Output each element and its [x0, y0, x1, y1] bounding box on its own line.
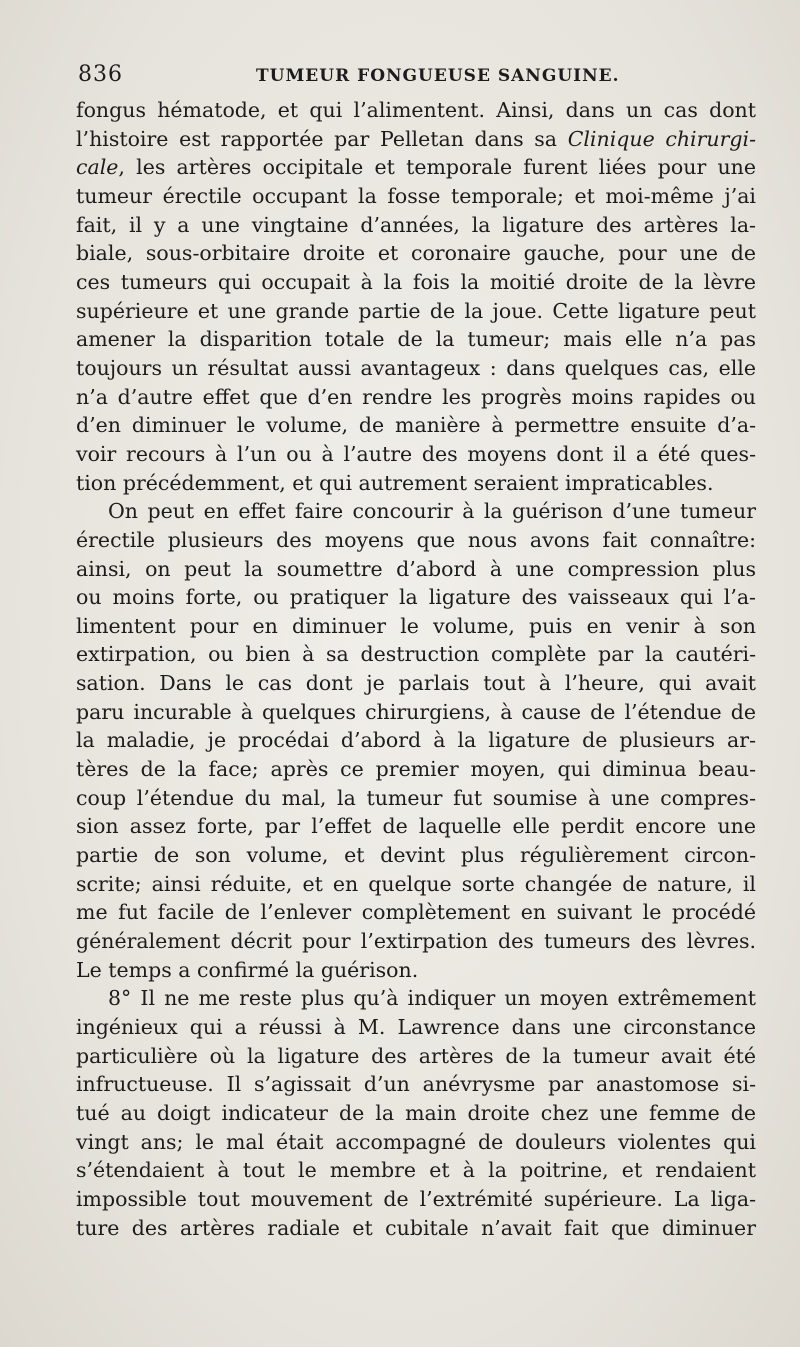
paragraph: [76, 96, 756, 497]
text-line: particulière où la ligature des artères de la tumeur avait été: [76, 1043, 756, 1068]
paragraph: [76, 497, 756, 984]
text-line: l’histoire est rapportée par Pelletan dans sa Clinique chirurgi-: [76, 126, 757, 151]
text-line: d’en diminuer le volume, de manière à permettre ensuite d’a-: [76, 413, 756, 438]
page-header: [78, 62, 756, 92]
text-line: ou moins forte, ou pratiquer la ligature des vaisseaux qui l’a-: [76, 585, 756, 610]
text-line: n’a d’autre effet que d’en rendre les progrès moins rapides ou: [76, 384, 756, 409]
text-line: vingt ans; le mal était accompagné de douleurs violentes qui: [76, 1129, 756, 1154]
text-line: fongus hématode, et qui l’alimentent. Ainsi, dans un cas dont: [76, 98, 756, 122]
text-line: 8° Il ne me reste plus qu’à indiquer un moyen extrêmement: [108, 986, 756, 1011]
text-line: On peut en effet faire concourir à la guérison d’une tumeur: [108, 499, 756, 524]
text-line: ture des artères radiale et cubitale n’avait fait que diminuer: [76, 1215, 756, 1240]
text-line: tion précédemment, et qui autrement seraient impraticables.: [76, 470, 714, 495]
text-line: tué au doigt indicateur de la main droite chez une femme de: [76, 1100, 756, 1125]
text-line: supérieure et une grande partie de la joue. Cette ligature peut: [76, 298, 756, 323]
text-line: infructueuse. Il s’agissait d’un anévrysme par anastomose si-: [76, 1072, 756, 1097]
text-line: amener la disparition totale de la tumeur; mais elle n’a pas: [76, 327, 756, 352]
page-number: 836: [78, 62, 123, 87]
text-line: ainsi, on peut la soumettre d’abord à une compression plus: [76, 556, 756, 581]
text-line: tères de la face; après ce premier moyen, qui diminua beau-: [76, 757, 756, 782]
text-line: érectile plusieurs des moyens que nous avons fait connaître:: [76, 527, 756, 552]
text-line: partie de son volume, et devint plus régulièrement circon-: [76, 843, 756, 868]
text-line: sion assez forte, par l’effet de laquelle elle perdit encore une: [76, 814, 756, 839]
text-line: toujours un résultat aussi avantageux : dans quelques cas, elle: [76, 355, 756, 380]
body-text: [76, 96, 756, 1242]
text-line: ces tumeurs qui occupait à la fois la moitié droite de la lèvre: [76, 269, 756, 294]
text-line: scrite; ainsi réduite, et en quelque sorte changée de nature, il: [76, 871, 756, 896]
text-line: tumeur érectile occupant la fosse temporale; et moi-même j’ai: [76, 183, 756, 208]
running-title: TUMEUR FONGUEUSE SANGUINE.: [256, 66, 620, 86]
text-line: s’étendaient à tout le membre et à la poitrine, et rendaient: [76, 1158, 756, 1183]
text-line: Le temps a confirmé la guérison.: [76, 957, 419, 982]
text-line: me fut facile de l’enlever complètement en suivant le procédé: [76, 900, 756, 925]
text-line: impossible tout mouvement de l’extrémité supérieure. La liga-: [76, 1186, 756, 1211]
text-line: limentent pour en diminuer le volume, puis en venir à son: [76, 613, 756, 638]
text-line: généralement décrit pour l’extirpation des tumeurs des lèvres.: [76, 929, 756, 954]
paragraph: [76, 984, 756, 1242]
text-line: ingénieux qui a réussi à M. Lawrence dans une circonstance: [76, 1015, 756, 1039]
text-line: coup l’étendue du mal, la tumeur fut soumise à une compres-: [76, 785, 756, 810]
text-line: sation. Dans le cas dont je parlais tout à l’heure, qui avait: [76, 671, 756, 696]
text-line: voir recours à l’un ou à l’autre des moyens dont il a été ques-: [76, 441, 756, 466]
text-line: extirpation, ou bien à sa destruction complète par la cautéri-: [76, 642, 756, 667]
text-line: cale, les artères occipitale et temporale furent liées pour une: [76, 155, 756, 180]
text-line: biale, sous-orbitaire droite et coronaire gauche, pour une de: [76, 241, 756, 266]
text-line: paru incurable à quelques chirurgiens, à cause de l’étendue de: [76, 699, 756, 724]
text-line: la maladie, je procédai d’abord à la ligature de plusieurs ar-: [76, 728, 756, 753]
text-line: fait, il y a une vingtaine d’années, la ligature des artères la-: [76, 212, 756, 237]
